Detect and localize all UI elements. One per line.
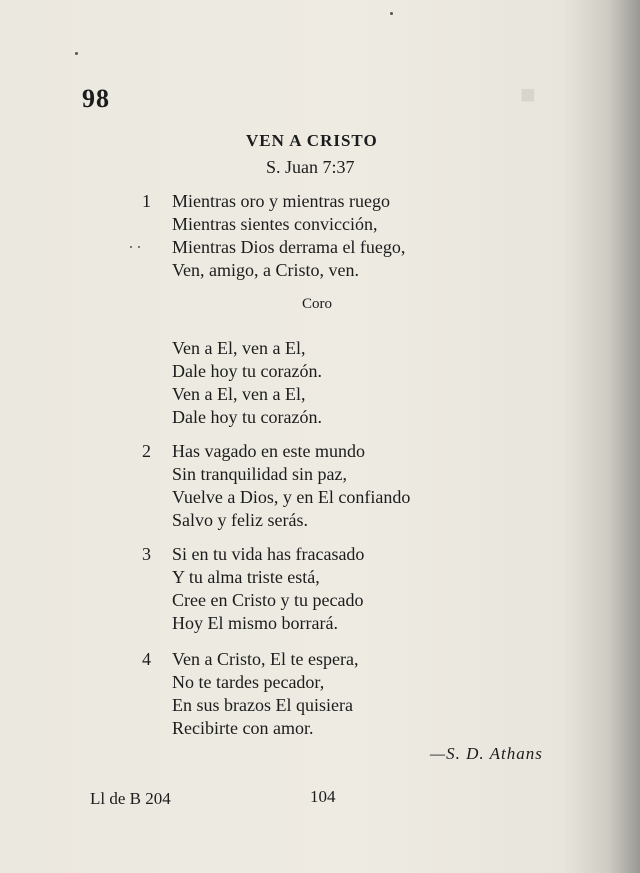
chorus-label: Coro <box>302 296 332 312</box>
chorus-line: Dale hoy tu corazón. <box>172 407 322 427</box>
folio-number: 104 <box>310 787 336 806</box>
stanza-lines <box>172 440 410 532</box>
chorus-lines <box>172 337 322 429</box>
chorus-line: Dale hoy tu corazón. <box>172 361 322 381</box>
speck-mark <box>75 52 78 55</box>
speck-mark <box>130 246 132 248</box>
stanza-number: 2 <box>142 441 151 461</box>
stanza-lines <box>172 190 405 282</box>
stanza-lines <box>172 648 358 740</box>
bleed-through-texture: ■ <box>520 80 536 109</box>
verse-line: Mientras sientes convicción, <box>172 214 378 234</box>
verse-line: Y tu alma triste está, <box>172 567 320 587</box>
stanza-number: 3 <box>142 544 151 564</box>
verse-line: Has vagado en este mundo <box>172 441 365 461</box>
verse-line: Salvo y feliz serás. <box>172 510 308 530</box>
stanza-number: 4 <box>142 649 151 669</box>
verse-line: Hoy El mismo borrará. <box>172 613 338 633</box>
book-reference: Ll de B 204 <box>90 789 171 808</box>
verse-line: Mientras Dios derrama el fuego, <box>172 237 406 257</box>
verse-line: Mientras oro y mientras ruego <box>172 191 390 211</box>
chorus-line: Ven a El, ven a El, <box>172 384 306 404</box>
verse-line: Sin tranquilidad sin paz, <box>172 464 347 484</box>
speck-mark <box>138 246 140 248</box>
verse-line: Ven, amigo, a Cristo, ven. <box>172 260 359 280</box>
stanza-number: 1 <box>142 191 151 211</box>
verse-line: Ven a Cristo, El te espera, <box>172 649 359 669</box>
verse-line: No te tardes pecador, <box>172 672 325 692</box>
verse-line: En sus brazos El quisiera <box>172 695 353 715</box>
speck-mark <box>390 12 393 15</box>
verse-line: Vuelve a Dios, y en El confiando <box>172 487 411 507</box>
verse-line: Recibirte con amor. <box>172 718 314 738</box>
verse-line: Cree en Cristo y tu pecado <box>172 590 364 610</box>
verse-line: Si en tu vida has fracasado <box>172 544 365 564</box>
author-attribution: —S. D. Athans <box>430 744 543 763</box>
page-number: 98 <box>82 84 110 113</box>
stanza-lines <box>172 543 364 635</box>
chorus-line: Ven a El, ven a El, <box>172 338 306 358</box>
scripture-reference: S. Juan 7:37 <box>266 157 355 177</box>
hymn-title: VEN A CRISTO <box>246 131 378 150</box>
